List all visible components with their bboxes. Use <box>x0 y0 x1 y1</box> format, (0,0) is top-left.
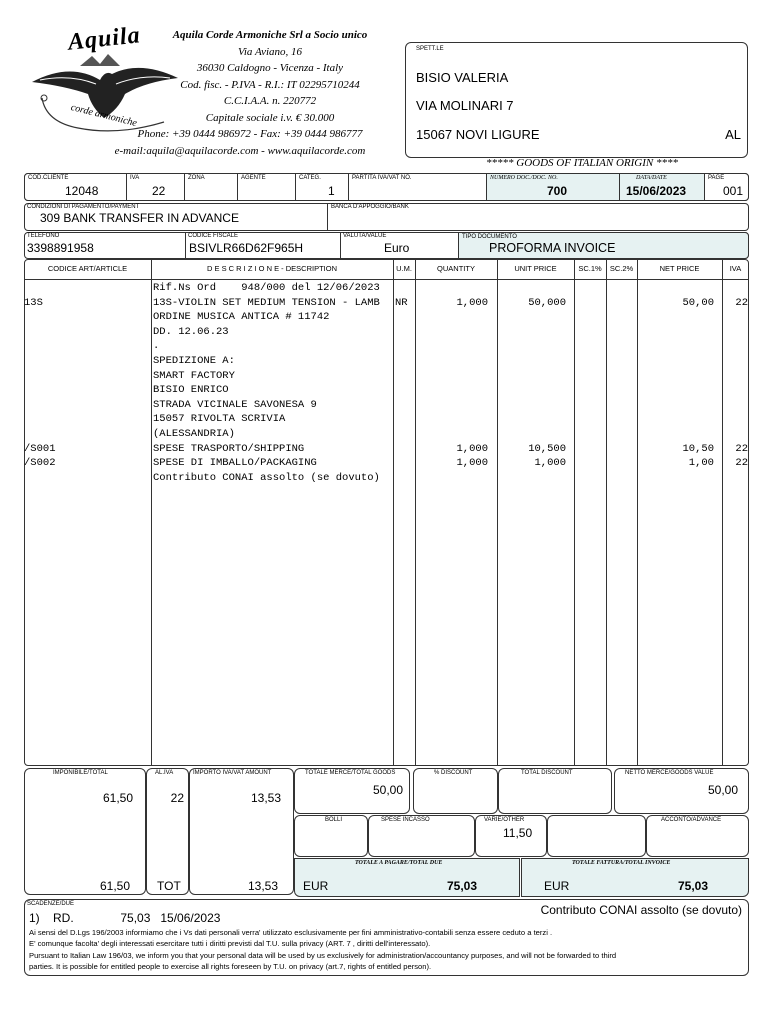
table-row <box>0 384 768 399</box>
col-iva: IVA <box>729 264 742 273</box>
total-discount-pct: % DISCOUNT <box>413 768 498 814</box>
company-info <box>70 27 410 159</box>
company-cciaa: C.C.I.A.A. n. 220772 <box>223 95 317 107</box>
total-acconto: ACCONTO/ADVANCE <box>646 815 749 857</box>
col-sc2: SC.2% <box>609 264 634 273</box>
col-description: D E S C R I Z I O N E - DESCRIPTION <box>206 264 337 273</box>
sum-tot-label: TOT <box>157 879 181 893</box>
company-email: e-mail:aquila@aquilacorde.com - www.aquilacorde.com <box>114 144 366 157</box>
field-zona: ZONA <box>184 173 238 201</box>
cell-desc: SPESE DI IMBALLO/PACKAGING <box>153 457 317 470</box>
cell-desc: SPESE TRASPORTO/SHIPPING <box>153 442 305 455</box>
total-imponibile: IMPONIBILE/TOTAL 61,50 <box>24 768 146 895</box>
cell-unit: 1,000 <box>534 457 566 470</box>
conai-note: Contributo CONAI assolto (se dovuto) <box>540 903 742 917</box>
recipient-province: AL <box>725 127 741 142</box>
col-um: U.M. <box>396 264 412 273</box>
table-row <box>0 326 768 341</box>
due-line: 1) RD. 75,03 15/06/2023 <box>29 911 221 925</box>
cell-code: 13S <box>24 296 43 309</box>
field-data: DATA/DATE 15/06/2023 <box>619 173 705 201</box>
cell-desc: (ALESSANDRIA) <box>153 428 235 440</box>
table-row <box>0 428 768 443</box>
logo-subtitle: corde armoniche <box>69 101 138 130</box>
field-codice-fiscale: CODICE FISCALE BSIVLR66D62F965H <box>188 233 304 255</box>
field-partita-iva: PARTITA IVA/VAT NO. <box>348 173 487 201</box>
field-payment: CONDIZIONI DI PAGAMENTO/PAYMENT 309 BANK TRANSFER IN ADVANCE <box>27 204 239 225</box>
company-address1: Via Aviano, 16 <box>237 45 303 58</box>
cell-unit: 50,000 <box>528 296 566 309</box>
table-row <box>0 311 768 326</box>
cell-unit: 10,500 <box>528 442 566 455</box>
field-page: PAGE 001 <box>704 173 749 201</box>
table-row <box>0 399 768 414</box>
cell-desc: 13S-VIOLIN SET MEDIUM TENSION - LAMB <box>153 296 380 309</box>
cell-iva: 22 <box>735 457 748 470</box>
cell-desc: ORDINE MUSICA ANTICA # 11742 <box>153 311 330 324</box>
logo-brand: Aquila <box>66 22 142 56</box>
field-numero-doc: NUMERO DOC./DOC. NO. 700 <box>486 173 620 201</box>
table-row <box>0 413 768 428</box>
total-varie: VARIE/OTHER 11,50 <box>475 815 547 857</box>
cell-desc: 15057 RIVOLTA SCRIVIA <box>153 413 286 426</box>
cell-desc: Contributo CONAI assolto (se dovuto) <box>153 471 380 484</box>
cell-desc: Rif.Ns Ord 948/000 del 12/06/2023 <box>153 282 380 294</box>
field-categ: CATEG. 1 <box>295 173 349 201</box>
cell-desc: SPEDIZIONE A: <box>153 355 235 367</box>
total-netto-merce: NETTO MERCE/GOODS VALUE 50,00 <box>614 768 749 814</box>
cell-iva: 22 <box>735 442 748 455</box>
field-telefono: TELEFONO 3398891958 <box>27 233 94 255</box>
privacy-text: Ai sensi del D.Lgs 196/2003 informiamo che i Vs dati personali verra' utilizzato esclusivamente per fini amministrativo-contabili senza essere ceduto a terzi . E' comunque facolta' degli interessati esercitare tutti i diritti previsti dal T.U. sulla privacy (ART. 7 , diritti dell'interessato). Pursuant to Italian Law 196/03, we inform you that your personal data will be used by us exclusively for administration/accountancy purposes, and will not be forwarded to third parties. It is possible for entitled people to exercise all rights foreseen by T.U. on privacy (art.7, rights of entitled person). <box>29 928 617 972</box>
table-row <box>0 282 768 297</box>
origin-banner: ***** GOODS OF ITALIAN ORIGIN **** <box>486 157 678 169</box>
footer-box <box>24 899 749 976</box>
recipient-box <box>405 42 748 158</box>
table-row <box>0 370 768 385</box>
total-bolli: BOLLI <box>294 815 368 857</box>
col-quantity: QUANTITY <box>437 264 475 273</box>
table-row <box>0 443 768 458</box>
cell-um: NR <box>395 296 408 309</box>
cell-qty: 1,000 <box>456 442 488 455</box>
recipient-name: BISIO VALERIA <box>416 70 509 85</box>
total-discount: TOTAL DISCOUNT <box>498 768 612 814</box>
total-aliva: AL.IVA 22 <box>146 768 189 895</box>
col-sc1: SC.1% <box>578 264 602 273</box>
field-agente: AGENTE <box>237 173 296 201</box>
sum-iva: 13,53 <box>248 879 279 893</box>
total-a-pagare: TOTALE A PAGARE/TOTAL DUE EUR 75,03 <box>294 858 520 897</box>
cell-qty: 1,000 <box>456 296 488 309</box>
cell-desc: SMART FACTORY <box>153 369 235 382</box>
footer-label: SCADENZE/DUE <box>27 901 75 907</box>
company-address2: 36030 Caldogno - Vicenza - Italy <box>196 62 344 74</box>
recipient-street: VIA MOLINARI 7 <box>416 98 514 113</box>
total-importo-iva: IMPORTO IVA/VAT AMOUNT 13,53 <box>189 768 294 895</box>
cell-desc: STRADA VICINALE SAVONESA 9 <box>153 398 317 411</box>
recipient-city: 15067 NOVI LIGURE <box>416 127 540 142</box>
company-name: Aquila Corde Armoniche Srl a Socio unico <box>172 29 368 41</box>
cell-qty: 1,000 <box>456 457 488 470</box>
field-tipo-doc: TIPO DOCUMENTO PROFORMA INVOICE <box>458 232 749 259</box>
cell-net: 10,50 <box>682 442 714 455</box>
col-unit-price: UNIT PRICE <box>514 264 557 273</box>
total-fattura: TOTALE FATTURA/TOTAL INVOICE EUR 75,03 <box>521 858 749 897</box>
cell-code: /S001 <box>24 442 56 455</box>
table-row <box>0 340 768 355</box>
table-row <box>0 457 768 472</box>
cell-desc: DD. 12.06.23 <box>153 325 229 338</box>
company-phone: Phone: +39 0444 986972 - Fax: +39 0444 986777 <box>137 128 363 140</box>
field-iva: IVA 22 <box>126 173 185 201</box>
sum-imponibile: 61,50 <box>100 879 131 893</box>
cell-net: 50,00 <box>682 296 714 309</box>
cell-desc: BISIO ENRICO <box>153 384 229 397</box>
cell-desc: . <box>153 340 160 353</box>
cell-iva: 22 <box>735 296 748 309</box>
table-row <box>0 297 768 312</box>
field-cod-cliente: COD.CLIENTE 12048 <box>24 173 127 201</box>
col-net-price: NET PRICE <box>659 264 700 273</box>
recipient-label: SPETT.LE <box>416 46 444 52</box>
company-fiscal: Cod. fisc. - P.IVA - R.I.: IT 02295710244 <box>180 78 360 91</box>
table-row <box>0 355 768 370</box>
field-valuta: VALUTA/VALUE Euro <box>343 233 410 255</box>
company-capital: Capitale sociale i.v. € 30.000 <box>205 111 335 124</box>
total-merce: TOTALE MERCE/TOTAL GOODS 50,00 <box>294 768 410 814</box>
col-code: CODICE ART/ARTICLE <box>47 264 128 273</box>
field-bank: BANCA D'APPOGGIO/BANK <box>331 204 409 210</box>
cell-net: 1,00 <box>688 457 714 470</box>
table-row <box>0 472 768 487</box>
total-spese-incasso: SPESE INCASSO <box>368 815 475 857</box>
total-blank <box>547 815 646 857</box>
cell-code: /S002 <box>24 457 56 470</box>
